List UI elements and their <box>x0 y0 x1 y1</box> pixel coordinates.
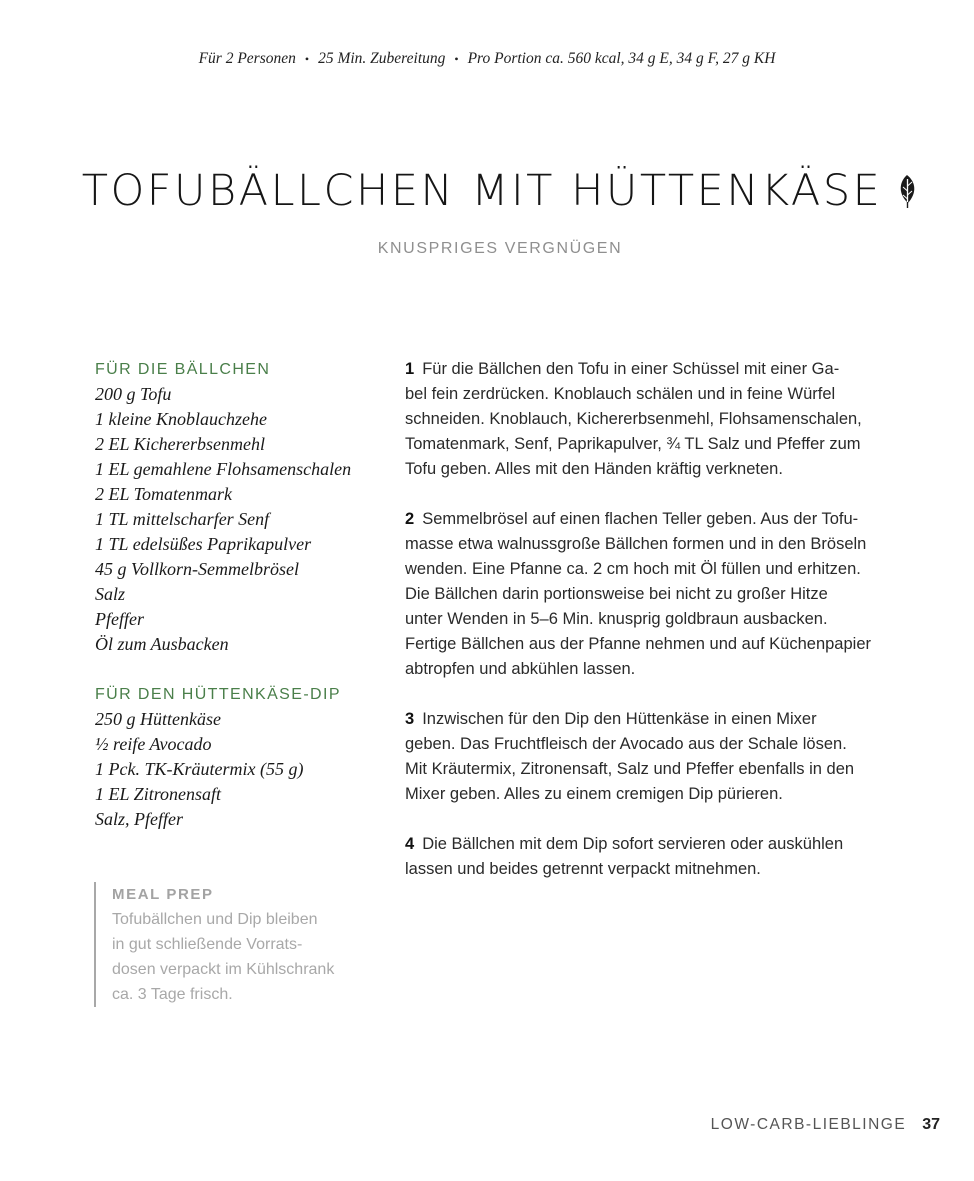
meta-separator: • <box>304 52 310 66</box>
meta-separator: • <box>454 52 459 66</box>
step-line: lassen und beides getrennt verpackt mitnehmen. <box>405 860 761 878</box>
step-line: Die Bällchen darin portionsweise bei nicht zu großer Hitze <box>405 585 828 603</box>
ingredients-heading-balls: FÜR DIE BÄLLCHEN <box>95 361 271 378</box>
ingredients-heading-dip: FÜR DEN HÜTTENKÄSE-DIP <box>95 686 341 703</box>
tip-line: ca. 3 Tage frisch. <box>112 986 233 1003</box>
prep-time: 25 Min. Zubereitung <box>318 50 446 67</box>
step-line: geben. Das Fruchtfleisch der Avocado aus der Schale lösen. <box>405 735 847 753</box>
ingredient-item: Salz, Pfeffer <box>95 809 183 829</box>
ingredient-item: 250 g Hüttenkäse <box>95 709 221 729</box>
step-number: 3 <box>405 710 415 728</box>
instruction-step-4 <box>405 832 910 882</box>
step-line: schneiden. Knoblauch, Kichererbsenmehl, Flohsamenschalen, <box>405 410 862 428</box>
step-number: 2 <box>405 510 415 528</box>
ingredient-item: 2 EL Tomatenmark <box>95 484 233 504</box>
leaf-icon <box>896 173 918 209</box>
step-line: 2 Semmelbrösel auf einen flachen Teller geben. Aus der Tofu- <box>405 510 859 528</box>
ingredient-item: 200 g Tofu <box>95 384 172 404</box>
tip-line: Tofubällchen und Dip bleiben <box>112 911 318 928</box>
ingredient-item: 1 EL gemahlene Flohsamenschalen <box>95 459 352 479</box>
ingredient-item: ½ reife Avocado <box>95 734 212 754</box>
step-line: abtropfen und abkühlen lassen. <box>405 660 636 678</box>
step-line: Tofu geben. Alles mit den Händen kräftig verkneten. <box>405 460 783 478</box>
ingredient-item: 1 EL Zitronensaft <box>95 784 222 804</box>
meal-prep-tip <box>94 882 380 1007</box>
ingredient-item: 1 TL edelsüßes Paprikapulver <box>95 534 312 554</box>
ingredient-item: 45 g Vollkorn-Semmelbrösel <box>95 559 299 579</box>
instructions-column <box>405 357 910 907</box>
step-line: unter Wenden in 5–6 Min. knusprig goldbraun ausbacken. <box>405 610 828 628</box>
recipe-meta <box>0 50 974 68</box>
step-line: Mit Kräutermix, Zitronensaft, Salz und Pfeffer ebenfalls in den <box>405 760 855 778</box>
instruction-step-3 <box>405 707 910 807</box>
nutrition: Pro Portion ca. 560 kcal, 34 g E, 34 g F, 27 g KH <box>467 50 776 67</box>
step-number: 4 <box>405 835 415 853</box>
section-label: LOW-CARB-LIEBLINGE <box>710 1116 907 1133</box>
step-line: wenden. Eine Pfanne ca. 2 cm hoch mit Öl füllen und erhitzen. <box>405 560 861 578</box>
recipe-subtitle: KNUSPRIGES VERGNÜGEN <box>377 240 623 257</box>
step-line: 4 Die Bällchen mit dem Dip sofort servieren oder auskühlen <box>405 835 844 853</box>
tip-heading: MEAL PREP <box>112 886 214 903</box>
ingredient-item: 1 kleine Knoblauchzehe <box>95 409 267 429</box>
page-number: 37 <box>922 1116 940 1133</box>
instruction-step-1 <box>405 357 910 482</box>
page-footer <box>711 1116 940 1134</box>
ingredient-item: Salz <box>95 584 126 604</box>
instruction-step-2 <box>405 507 910 682</box>
ingredient-item: Pfeffer <box>95 609 144 629</box>
ingredient-item: 2 EL Kichererbsenmehl <box>95 434 265 454</box>
step-line: 1 Für die Bällchen den Tofu in einer Schüssel mit einer Ga- <box>405 360 840 378</box>
step-line: Mixer geben. Alles zu einem cremigen Dip pürieren. <box>405 785 783 803</box>
recipe-title: TOFUBÄLLCHEN MIT HÜTTENKÄSE <box>81 166 883 216</box>
step-number: 1 <box>405 360 415 378</box>
tip-line: dosen verpackt im Kühlschrank <box>112 961 335 978</box>
step-line: Tomatenmark, Senf, Paprikapulver, ¾ TL Salz und Pfeffer zum <box>405 435 861 453</box>
ingredient-item: 1 TL mittelscharfer Senf <box>95 509 270 529</box>
title-row <box>0 166 974 216</box>
tip-line: in gut schließende Vorrats- <box>112 936 303 953</box>
ingredients-column <box>95 357 375 832</box>
ingredient-item: 1 Pck. TK-Kräutermix (55 g) <box>95 759 304 779</box>
step-line: Fertige Bällchen aus der Pfanne nehmen und auf Küchenpapier <box>405 635 871 653</box>
step-line: masse etwa walnussgroße Bällchen formen und in den Bröseln <box>405 535 867 553</box>
step-line: bel fein zerdrücken. Knoblauch schälen und in feine Würfel <box>405 385 836 403</box>
servings: Für 2 Personen <box>198 50 296 67</box>
step-line: 3 Inzwischen für den Dip den Hüttenkäse in einen Mixer <box>405 710 817 728</box>
ingredient-item: Öl zum Ausbacken <box>95 634 229 654</box>
